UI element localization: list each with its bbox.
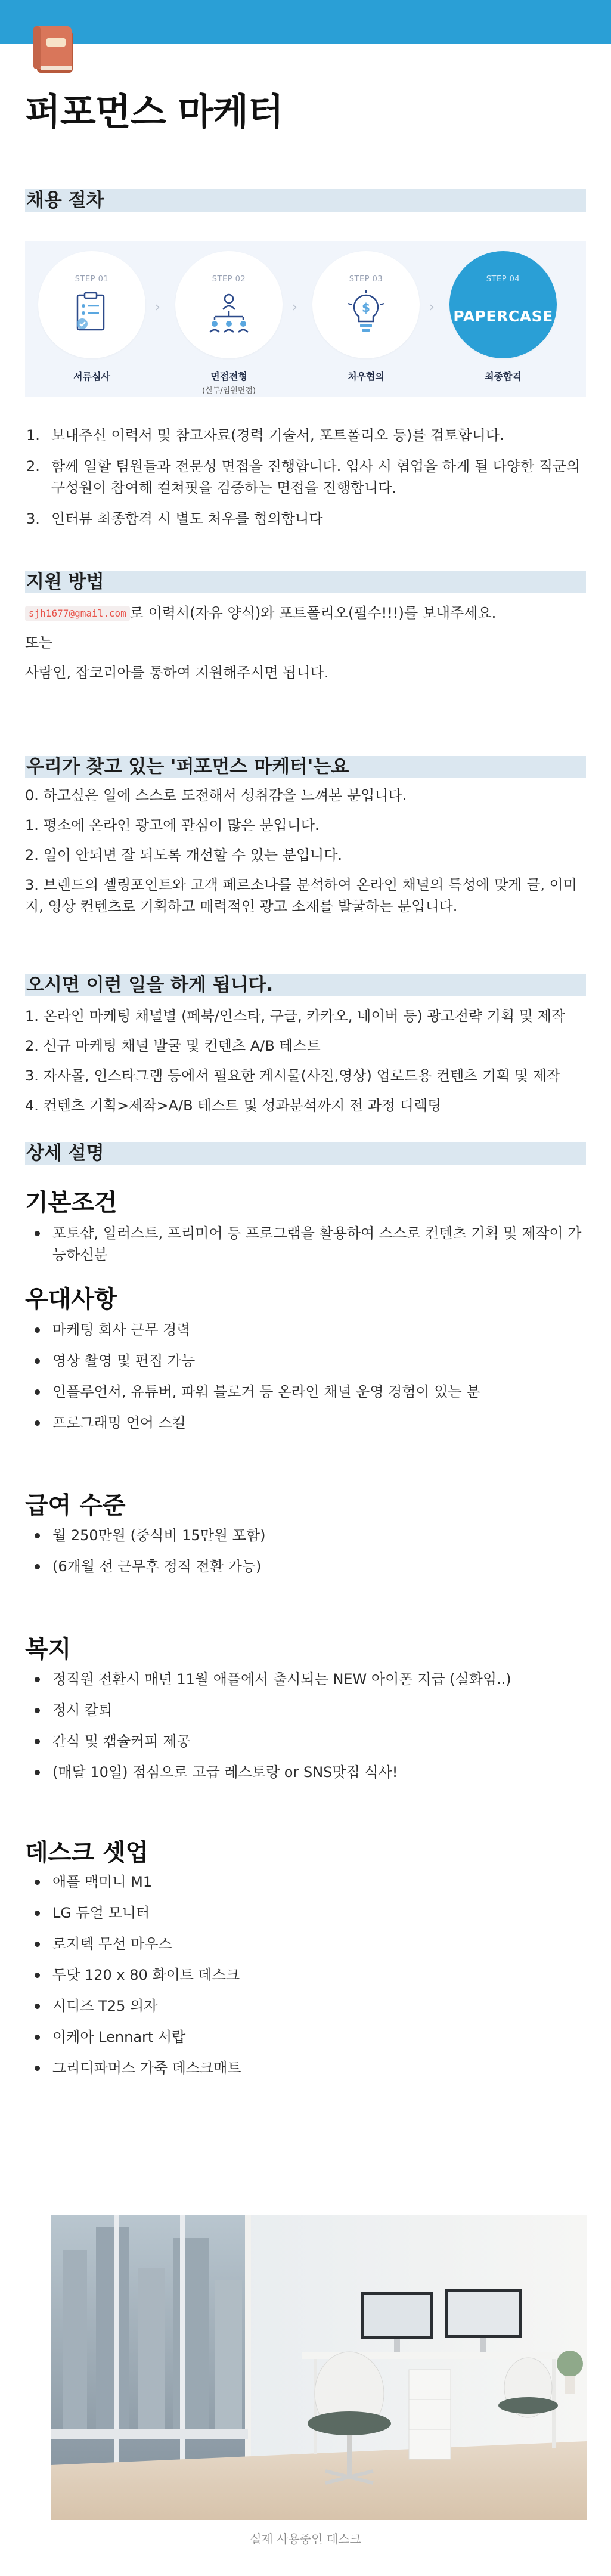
list-item: 시디즈 T25 의자	[25, 1995, 586, 2017]
salary-list	[25, 1525, 586, 1587]
welfare-title: 복지	[25, 1636, 72, 1663]
photo-caption: 실제 사용중인 데스크	[250, 2532, 361, 2546]
list-item: 2. 함께 일할 팀원들과 전문성 면접을 진행합니다. 입사 시 협업을 하게 될 다양한 직군의 구성원이 참여해 컬쳐핏을 검증하는 면접을 진행합니다.	[26, 458, 581, 496]
basic-conditions-title: 기본조건	[25, 1189, 117, 1216]
desk-photo	[51, 2215, 587, 2520]
list-item: 마케팅 회사 근무 경력	[25, 1319, 586, 1340]
step-number: STEP 04	[486, 275, 520, 284]
salary-title: 급여 수준	[25, 1492, 126, 1519]
seeking-item: 1. 평소에 온라인 광고에 관심이 많은 분입니다.	[25, 817, 320, 834]
process-step-3	[312, 251, 420, 383]
step-label: 면접전형	[210, 371, 247, 382]
process-steps-panel	[25, 242, 586, 397]
list-item: 정직원 전환시 매년 11월 애플에서 출시되는 NEW 아이폰 지급 (실화임..)	[25, 1668, 586, 1690]
list-item: 프로그래밍 언어 스킬	[25, 1412, 586, 1433]
step-sublabel: (실무/임원면접)	[202, 386, 256, 395]
apply-line-or: 또는	[25, 634, 53, 651]
duty-item: 1. 온라인 마케팅 채널별 (페북/인스타, 구글, 카카오, 네이버 등) 광고전략 기획 및 제작	[25, 1008, 566, 1024]
list-item: 3. 인터뷰 최종합격 시 별도 처우를 협의합니다	[26, 510, 323, 527]
step-label: 최종합격	[485, 371, 522, 382]
preferred-title: 우대사항	[25, 1286, 117, 1313]
step-number: STEP 03	[349, 275, 383, 284]
list-item: 포토샵, 일러스트, 프리미어 등 프로그램을 활용하여 스스로 컨텐츠 기획 및 제작이 가능하신분	[25, 1222, 586, 1265]
welfare-list	[25, 1668, 586, 1792]
seeking-heading: 우리가 찾고 있는 '퍼포먼스 마케터'는요	[25, 756, 586, 778]
page-cover	[0, 0, 611, 44]
list-item: 인플루언서, 유튜버, 파워 블로거 등 온라인 채널 운영 경험이 있는 분	[25, 1381, 586, 1402]
list-item: 간식 및 캡슐커피 제공	[25, 1730, 586, 1752]
duty-item: 4. 컨텐츠 기획>제작>A/B 테스트 및 성과분석까지 전 과정 디렉팅	[25, 1097, 442, 1114]
apply-line-portal: 사람인, 잡코리아를 통하여 지원해주시면 됩니다.	[25, 664, 329, 681]
email-address[interactable]: sjh1677@gmail.com	[25, 606, 130, 621]
list-item: 그리디파머스 가죽 데스크매트	[25, 2057, 586, 2079]
list-item: 로지텍 무선 마우스	[25, 1933, 586, 1955]
details-heading: 상세 설명	[25, 1142, 586, 1165]
brand-name: PAPERCASE	[453, 308, 553, 325]
chevron-right-icon: ›	[155, 300, 160, 315]
document-icon	[69, 290, 114, 336]
list-item: 월 250만원 (중식비 15만원 포함)	[25, 1525, 586, 1546]
desk-setup-title: 데스크 셋업	[25, 1839, 149, 1866]
list-item: (매달 10일) 점심으로 고급 레스토랑 or SNS맛집 식사!	[25, 1761, 586, 1783]
list-item: 애플 맥미니 M1	[25, 1871, 586, 1893]
chevron-right-icon: ›	[292, 300, 297, 315]
list-item: 정시 칼퇴	[25, 1699, 586, 1721]
seeking-item: 2. 일이 안되면 잘 되도록 개선할 수 있는 분입니다.	[25, 847, 343, 863]
list-item: 두닷 120 x 80 화이트 데스크	[25, 1964, 586, 1986]
apply-line-email: sjh1677@gmail.com 로 이력서(자유 양식)와 포트폴리오(필수!!!)를 보내주세요.	[25, 602, 586, 624]
desk-setup-list	[25, 1871, 586, 2088]
book-icon[interactable]	[26, 19, 83, 76]
svg-text:$: $	[362, 301, 370, 315]
process-step-1	[38, 251, 145, 383]
org-chart-icon	[206, 290, 252, 336]
list-item: (6개월 선 근무후 정직 전환 가능)	[25, 1556, 586, 1577]
list-item: LG 듀얼 모니터	[25, 1902, 586, 1924]
duties-heading: 오시면 이런 일을 하게 됩니다.	[25, 974, 586, 996]
process-list	[25, 425, 586, 539]
idea-money-icon	[343, 290, 389, 336]
list-item: 이케아 Lennart 서랍	[25, 2026, 586, 2048]
step-number: STEP 01	[75, 275, 109, 284]
process-step-2	[175, 251, 283, 395]
chevron-right-icon: ›	[429, 300, 435, 315]
preferred-list	[25, 1319, 586, 1443]
process-heading: 채용 절차	[25, 189, 586, 212]
process-step-4	[449, 251, 557, 383]
apply-heading: 지원 방법	[25, 571, 586, 593]
seeking-item: 0. 하고싶은 일에 스스로 도전해서 성취감을 느껴본 분입니다.	[25, 787, 407, 804]
step-label: 서류심사	[73, 371, 110, 382]
duty-item: 3. 자사몰, 인스타그램 등에서 필요한 게시물(사진,영상) 업로드용 컨텐츠 기획 및 제작	[25, 1067, 561, 1084]
basic-conditions-list	[25, 1222, 586, 1275]
seeking-item: 3. 브랜드의 셀링포인트와 고객 페르소나를 분석하여 온라인 채널의 특성에 맞게 글, 이미지, 영상 컨텐츠로 기획하고 매력적인 광고 소재를 발굴하는 분입니다.	[25, 877, 577, 915]
list-item: 영상 촬영 및 편집 가능	[25, 1350, 586, 1371]
page-title: 퍼포먼스 마케터	[25, 90, 283, 134]
step-number: STEP 02	[212, 275, 246, 284]
step-label: 처우협의	[348, 371, 384, 382]
duty-item: 2. 신규 마케팅 채널 발굴 및 컨텐츠 A/B 테스트	[25, 1038, 321, 1054]
list-item: 1. 보내주신 이력서 및 참고자료(경력 기술서, 포트폴리오 등)를 검토합니다.	[26, 427, 504, 444]
